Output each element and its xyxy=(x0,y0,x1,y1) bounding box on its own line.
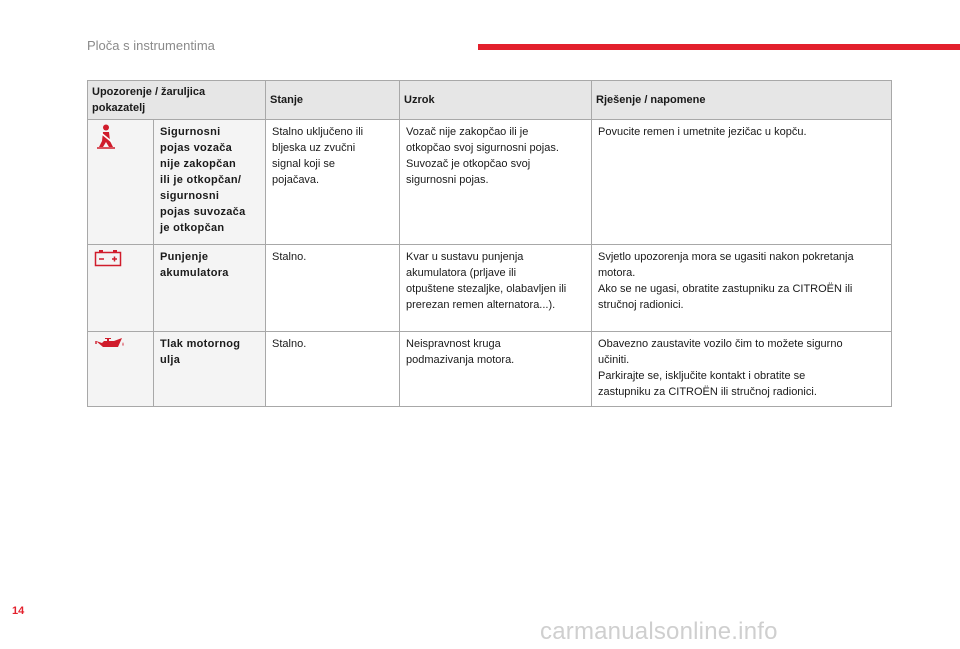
battery-icon xyxy=(94,249,122,267)
header-solution: Rješenje / napomene xyxy=(592,81,892,120)
oil-can-icon xyxy=(94,336,126,352)
icon-cell xyxy=(88,120,154,245)
icon-cell xyxy=(88,332,154,407)
warning-solution: Povucite remen i umetnite jezičac u kopču. xyxy=(592,120,892,245)
warning-solution: Svjetlo upozorenja mora se ugasiti nakon pokretanja motora. Ako se ne ugasi, obratite zastupniku za CITROËN ili stručnoj radionici. xyxy=(592,245,892,332)
table-header-row xyxy=(88,81,892,120)
watermark: carmanualsonline.info xyxy=(540,618,778,645)
warning-cause: Kvar u sustavu punjenja akumulatora (prljave ili otpuštene stezaljke, olabavljen ili prerezan remen alternatora...). xyxy=(400,245,592,332)
warning-solution: Obavezno zaustavite vozilo čim to možete sigurno učiniti. Parkirajte se, isključite kontakt i obratite se zastupniku za CITROËN ili stručnoj radionici. xyxy=(592,332,892,407)
header-warning-light: Upozorenje / žaruljica pokazatelj xyxy=(88,81,266,120)
warning-name: Punjenje akumulatora xyxy=(154,245,266,332)
warning-cause: Neispravnost kruga podmazivanja motora. xyxy=(400,332,592,407)
icon-cell xyxy=(88,245,154,332)
warning-lights-table xyxy=(87,80,892,407)
page-number: 14 xyxy=(12,605,25,617)
warning-state: Stalno. xyxy=(266,245,400,332)
table-row xyxy=(88,245,892,332)
warning-state: Stalno uključeno ili bljeska uz zvučni signal koji se pojačava. xyxy=(266,120,400,245)
seatbelt-warning-icon xyxy=(94,124,118,150)
table-row xyxy=(88,332,892,407)
warning-name: Tlak motornog ulja xyxy=(154,332,266,407)
header-state: Stanje xyxy=(266,81,400,120)
header-accent-bar xyxy=(478,44,960,50)
warning-cause: Vozač nije zakopčao ili je otkopčao svoj sigurnosni pojas. Suvozač je otkopčao svoj sigurnosni pojas. xyxy=(400,120,592,245)
section-title: Ploča s instrumentima xyxy=(87,38,215,53)
warning-state: Stalno. xyxy=(266,332,400,407)
table-row xyxy=(88,120,892,245)
warning-name: Sigurnosni pojas vozača nije zakopčan ili je otkopčan/ sigurnosni pojas suvozača je otkopčan xyxy=(154,120,266,245)
header-cause: Uzrok xyxy=(400,81,592,120)
